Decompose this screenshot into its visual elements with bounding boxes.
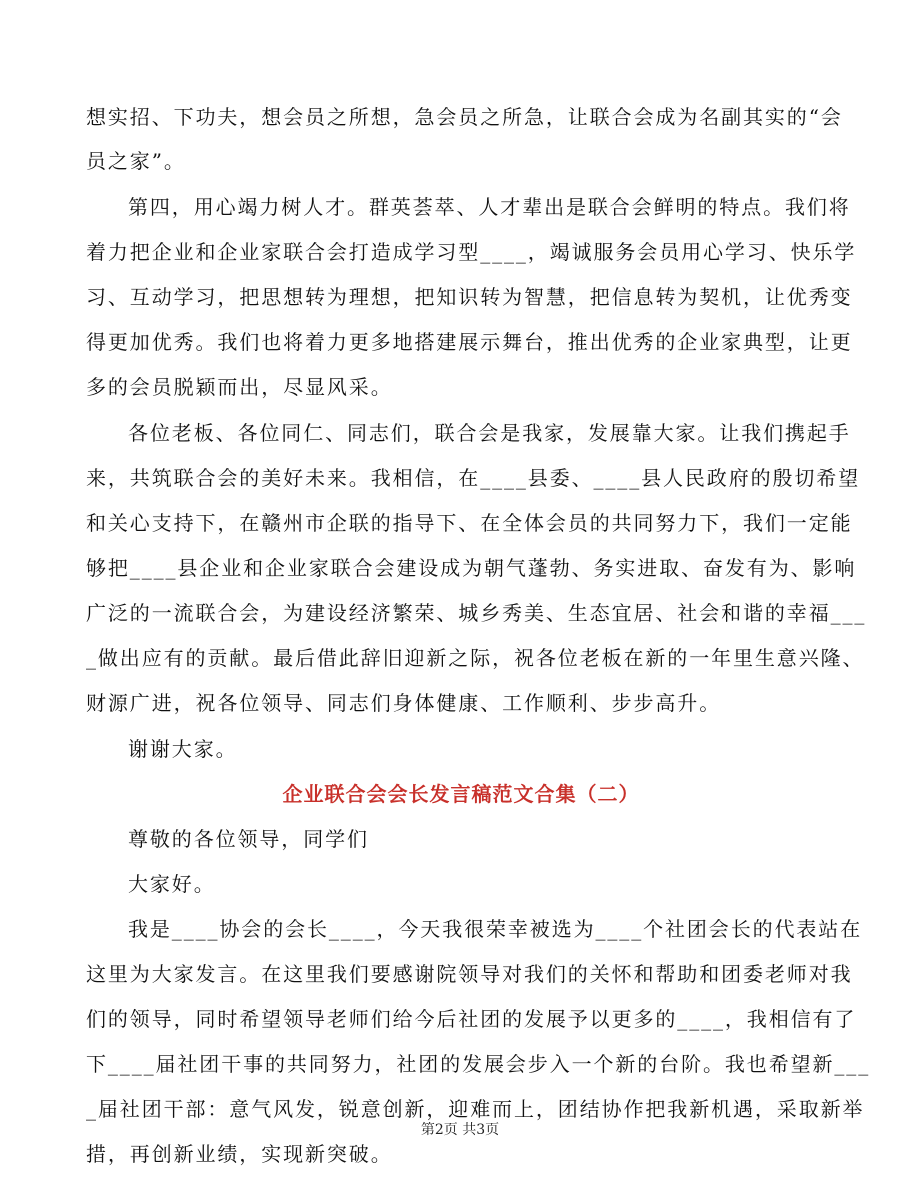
paragraph-line: 们的领导，同时希望领导老师们给今后社团的发展予以更多的____，我相信有了 <box>86 1007 857 1031</box>
paragraph-line: 财源广进，祝各位领导、同志们身体健康、工作顺利、步步高升。 <box>86 691 722 715</box>
paragraph-line: 广泛的一流联合会，为建设经济繁荣、城乡秀美、生态宜居、社会和谐的幸福___ <box>86 601 867 625</box>
paragraph-line: 和关心支持下，在赣州市企联的指导下、在全体会员的共同努力下，我们一定能 <box>86 511 853 535</box>
paragraph-line: 员之家”。 <box>86 149 186 173</box>
paragraph-line: 尊敬的各位领导，同学们 <box>128 827 369 851</box>
paragraph-line: 第四，用心竭力树人才。群英荟萃、人才辈出是联合会鲜明的特点。我们将 <box>128 195 851 219</box>
paragraph-line: 各位老板、各位同仁、同志们，联合会是我家，发展靠大家。让我们携起手 <box>128 421 851 445</box>
paragraph-line: 这里为大家发言。在这里我们要感谢院领导对我们的关怀和帮助和团委老师对我 <box>86 962 853 986</box>
paragraph-line: 想实招、下功夫，想会员之所想，急会员之所急，让联合会成为名副其实的“会 <box>86 105 843 129</box>
paragraph-line: 着力把企业和企业家联合会打造成学习型____，竭诚服务会员用心学习、快乐学 <box>86 240 857 264</box>
paragraph-line: 谢谢大家。 <box>128 737 238 761</box>
section-title: 企业联合会会长发言稿范文合集（二） <box>282 782 640 806</box>
paragraph-line: 措，再创新业绩，实现新突破。 <box>86 1142 393 1166</box>
paragraph-line: 大家好。 <box>128 872 216 896</box>
paragraph-line: 得更加优秀。我们也将着力更多地搭建展示舞台，推出优秀的企业家典型，让更 <box>86 330 853 354</box>
paragraph-line: 够把____县企业和企业家联合会建设成为朝气蓬勃、务实进取、奋发有为、影响 <box>86 556 857 580</box>
paragraph-line: 我是____协会的会长____，今天我很荣幸被选为____个社团会长的代表站在 <box>128 917 863 941</box>
paragraph-line: _做出应有的贡献。最后借此辞旧迎新之际，祝各位老板在新的一年里生意兴隆、 <box>86 646 865 670</box>
paragraph-line: 多的会员脱颖而出，尽显风采。 <box>86 375 393 399</box>
paragraph-line: _届社团干部：意气风发，锐意创新，迎难而上，团结协作把我新机遇，采取新举 <box>86 1097 865 1121</box>
page-number: 第2页 共3页 <box>420 1122 500 1138</box>
paragraph-line: 来，共筑联合会的美好未来。我相信，在____县委、____县人民政府的殷切希望 <box>86 466 861 490</box>
paragraph-line: 习、互动学习，把思想转为理想，把知识转为智慧，把信息转为契机，让优秀变 <box>86 285 853 309</box>
paragraph-line: 下____届社团干事的共同努力，社团的发展会步入一个新的台阶。我也希望新___ <box>86 1052 871 1076</box>
